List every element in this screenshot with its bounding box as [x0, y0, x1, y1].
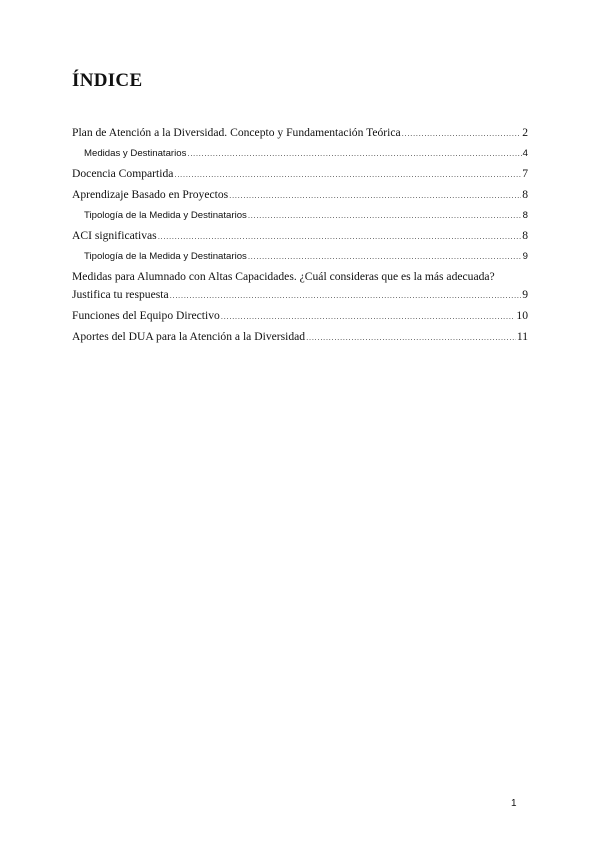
toc-leader-dots [248, 250, 522, 264]
toc-leader-dots [187, 147, 521, 161]
toc-leader-dots [248, 209, 522, 223]
toc-entry[interactable] [72, 126, 528, 141]
toc-leader-dots [229, 189, 521, 203]
toc-entry-line2 [72, 288, 528, 303]
toc-entry[interactable] [72, 167, 528, 182]
toc-entry-page: 8 [522, 229, 528, 242]
toc-entry-page: 11 [516, 330, 528, 343]
toc-entry-page: 7 [522, 167, 528, 180]
toc-entry-label-line1: Medidas para Alumnado con Altas Capacidades. ¿Cuál consideras que es la más adecuada? [72, 270, 495, 283]
toc-entry-label: Tipología de la Medida y Destinatarios [84, 251, 247, 262]
toc-leader-dots [402, 127, 522, 141]
toc-entry-label: Aportes del DUA para la Atención a la Diversidad [72, 330, 306, 343]
toc-entry-label-line2: Justifica tu respuesta [72, 288, 169, 301]
toc-leader-dots [174, 168, 521, 182]
toc-subentry[interactable] [72, 147, 528, 161]
toc-leader-dots [158, 230, 522, 244]
toc-leader-dots [170, 289, 522, 303]
page-number: 1 [511, 798, 517, 809]
toc-entry[interactable] [72, 330, 528, 345]
toc-entry-page: 9 [522, 288, 528, 301]
toc-entry[interactable] [72, 309, 528, 324]
toc-entry-page: 8 [522, 210, 528, 221]
toc-entry[interactable] [72, 229, 528, 244]
toc-subentry[interactable] [72, 250, 528, 264]
toc-entry-page: 2 [522, 126, 528, 139]
toc-entry-label: Docencia Compartida [72, 167, 174, 180]
toc-entry-page: 10 [516, 309, 528, 322]
toc-subentry[interactable] [72, 209, 528, 223]
toc-leader-dots [306, 331, 516, 345]
toc-leader-dots [221, 310, 516, 324]
toc-entry-page: 8 [522, 188, 528, 201]
toc-entry-label: ACI significativas [72, 229, 157, 242]
toc-entry-label: Tipología de la Medida y Destinatarios [84, 210, 247, 221]
toc-entry-label: Medidas y Destinatarios [84, 148, 187, 159]
toc-entry[interactable] [72, 270, 528, 303]
toc-entry-label: Aprendizaje Basado en Proyectos [72, 188, 229, 201]
table-of-contents [72, 126, 528, 345]
toc-entry[interactable] [72, 188, 528, 203]
toc-entry-label: Funciones del Equipo Directivo [72, 309, 220, 322]
toc-heading: ÍNDICE [72, 70, 143, 91]
toc-entry-page: 9 [522, 251, 528, 262]
toc-entry-page: 4 [522, 148, 528, 159]
toc-entry-label: Plan de Atención a la Diversidad. Concepto y Fundamentación Teórica [72, 126, 401, 139]
